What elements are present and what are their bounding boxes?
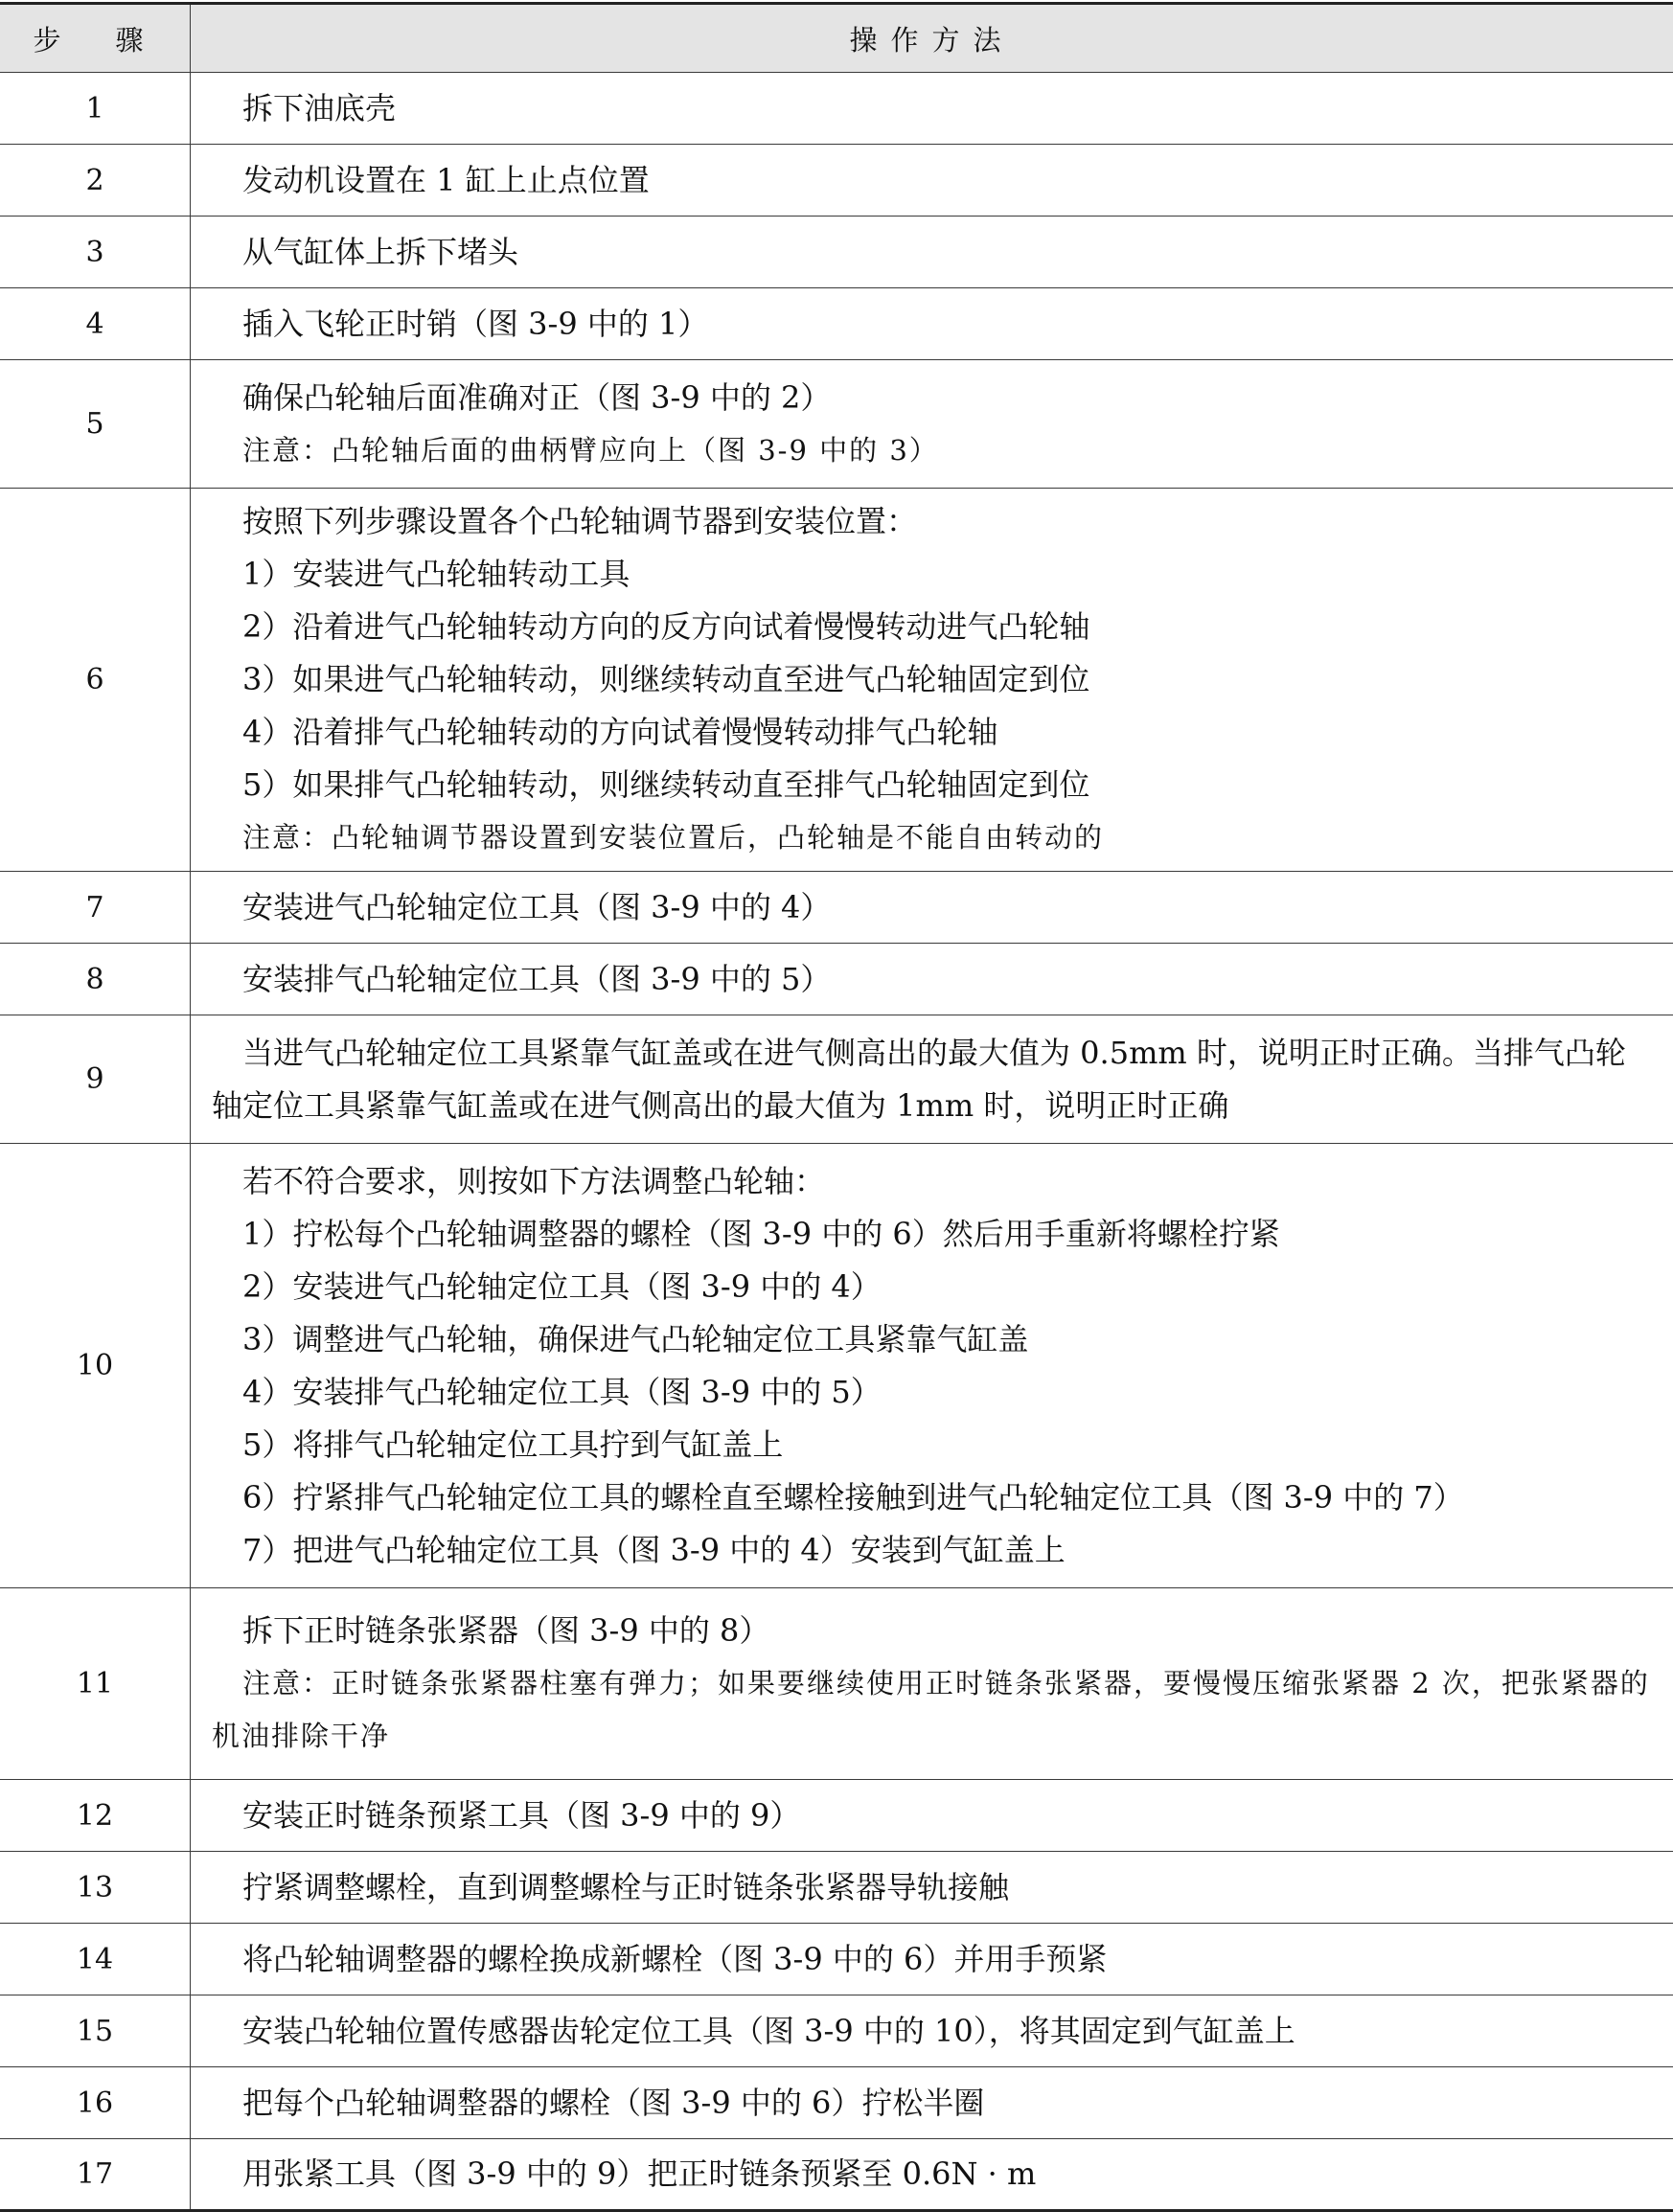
step-number: 12 bbox=[0, 1780, 191, 1852]
table-row bbox=[0, 1852, 1673, 1924]
method-cell bbox=[191, 1995, 1673, 2067]
step-number: 17 bbox=[0, 2139, 191, 2211]
method-line: 用张紧工具（图 3-9 中的 9）把正时链条预紧至 0.6N · m bbox=[212, 2148, 1652, 2201]
step-number: 6 bbox=[0, 489, 191, 872]
method-line: 5）将排气凸轮轴定位工具拧到气缸盖上 bbox=[212, 1419, 1652, 1471]
method-cell bbox=[191, 2139, 1673, 2211]
table-body bbox=[0, 73, 1673, 2211]
method-note: 注意：凸轮轴调节器设置到安装位置后，凸轮轴是不能自由转动的 bbox=[212, 811, 1652, 864]
method-line: 拆下正时链条张紧器（图 3-9 中的 8） bbox=[212, 1605, 1652, 1657]
procedure-table bbox=[0, 2, 1673, 2212]
header-step: 步 骤 bbox=[0, 4, 191, 73]
method-cell bbox=[191, 944, 1673, 1015]
step-number: 1 bbox=[0, 73, 191, 145]
method-line: 1）拧松每个凸轮轴调整器的螺栓（图 3-9 中的 6）然后用手重新将螺栓拧紧 bbox=[212, 1208, 1652, 1261]
method-line: 插入飞轮正时销（图 3-9 中的 1） bbox=[212, 298, 1652, 351]
method-line: 3）调整进气凸轮轴，确保进气凸轮轴定位工具紧靠气缸盖 bbox=[212, 1313, 1652, 1366]
method-line: 确保凸轮轴后面准确对正（图 3-9 中的 2） bbox=[212, 372, 1652, 424]
table-row bbox=[0, 1015, 1673, 1144]
method-line: 按照下列步骤设置各个凸轮轴调节器到安装位置： bbox=[212, 495, 1652, 548]
method-cell bbox=[191, 872, 1673, 944]
method-line: 拧紧调整螺栓，直到调整螺栓与正时链条张紧器导轨接触 bbox=[212, 1861, 1652, 1914]
step-number: 4 bbox=[0, 288, 191, 360]
method-cell bbox=[191, 1588, 1673, 1780]
method-line: 4）安装排气凸轮轴定位工具（图 3-9 中的 5） bbox=[212, 1366, 1652, 1419]
table-row bbox=[0, 1924, 1673, 1995]
method-note: 注意：凸轮轴后面的曲柄臂应向上（图 3-9 中的 3） bbox=[212, 424, 1652, 477]
method-cell bbox=[191, 489, 1673, 872]
table-row bbox=[0, 360, 1673, 489]
table-row bbox=[0, 1588, 1673, 1780]
method-cell bbox=[191, 1015, 1673, 1144]
step-number: 5 bbox=[0, 360, 191, 489]
table-row bbox=[0, 1144, 1673, 1588]
method-line: 安装排气凸轮轴定位工具（图 3-9 中的 5） bbox=[212, 953, 1652, 1006]
method-cell bbox=[191, 288, 1673, 360]
method-line: 拆下油底壳 bbox=[212, 82, 1652, 135]
method-line: 1）安装进气凸轮轴转动工具 bbox=[212, 548, 1652, 601]
step-number: 2 bbox=[0, 145, 191, 217]
method-cell bbox=[191, 2067, 1673, 2139]
step-number: 16 bbox=[0, 2067, 191, 2139]
step-number: 11 bbox=[0, 1588, 191, 1780]
table-header-row bbox=[0, 4, 1673, 73]
table-row bbox=[0, 2067, 1673, 2139]
step-number: 9 bbox=[0, 1015, 191, 1144]
header-method: 操作方法 bbox=[191, 4, 1673, 73]
method-line: 2）安装进气凸轮轴定位工具（图 3-9 中的 4） bbox=[212, 1261, 1652, 1313]
method-cell bbox=[191, 1924, 1673, 1995]
method-line: 把每个凸轮轴调整器的螺栓（图 3-9 中的 6）拧松半圈 bbox=[212, 2077, 1652, 2130]
method-line: 2）沿着进气凸轮轴转动方向的反方向试着慢慢转动进气凸轮轴 bbox=[212, 601, 1652, 653]
table-row bbox=[0, 489, 1673, 872]
table-row bbox=[0, 145, 1673, 217]
method-line: 从气缸体上拆下堵头 bbox=[212, 226, 1652, 279]
method-line: 当进气凸轮轴定位工具紧靠气缸盖或在进气侧高出的最大值为 0.5mm 时，说明正时正确。当排气凸轮轴定位工具紧靠气缸盖或在进气侧高出的最大值为 1mm 时，说明正时正确 bbox=[212, 1027, 1652, 1132]
method-note: 注意：正时链条张紧器柱塞有弹力；如果要继续使用正时链条张紧器，要慢慢压缩张紧器 2 次，把张紧器的机油排除干净 bbox=[212, 1657, 1652, 1763]
step-number: 3 bbox=[0, 217, 191, 288]
step-number: 8 bbox=[0, 944, 191, 1015]
method-cell bbox=[191, 1780, 1673, 1852]
step-number: 14 bbox=[0, 1924, 191, 1995]
table-row bbox=[0, 1995, 1673, 2067]
method-cell bbox=[191, 1852, 1673, 1924]
method-line: 4）沿着排气凸轮轴转动的方向试着慢慢转动排气凸轮轴 bbox=[212, 706, 1652, 759]
table-row bbox=[0, 1780, 1673, 1852]
method-cell bbox=[191, 73, 1673, 145]
method-line: 若不符合要求，则按如下方法调整凸轮轴： bbox=[212, 1155, 1652, 1208]
table-row bbox=[0, 217, 1673, 288]
table-row bbox=[0, 288, 1673, 360]
table-row bbox=[0, 73, 1673, 145]
method-line: 5）如果排气凸轮轴转动，则继续转动直至排气凸轮轴固定到位 bbox=[212, 759, 1652, 811]
method-line: 安装凸轮轴位置传感器齿轮定位工具（图 3-9 中的 10），将其固定到气缸盖上 bbox=[212, 2005, 1652, 2058]
method-line: 安装正时链条预紧工具（图 3-9 中的 9） bbox=[212, 1790, 1652, 1842]
step-number: 10 bbox=[0, 1144, 191, 1588]
method-line: 7）把进气凸轮轴定位工具（图 3-9 中的 4）安装到气缸盖上 bbox=[212, 1524, 1652, 1577]
method-line: 将凸轮轴调整器的螺栓换成新螺栓（图 3-9 中的 6）并用手预紧 bbox=[212, 1933, 1652, 1986]
method-line: 安装进气凸轮轴定位工具（图 3-9 中的 4） bbox=[212, 881, 1652, 934]
method-cell bbox=[191, 217, 1673, 288]
method-line: 发动机设置在 1 缸上止点位置 bbox=[212, 154, 1652, 207]
method-cell bbox=[191, 1144, 1673, 1588]
method-cell bbox=[191, 360, 1673, 489]
method-line: 3）如果进气凸轮轴转动，则继续转动直至进气凸轮轴固定到位 bbox=[212, 653, 1652, 706]
table-row bbox=[0, 2139, 1673, 2211]
method-line: 6）拧紧排气凸轮轴定位工具的螺栓直至螺栓接触到进气凸轮轴定位工具（图 3-9 中的 7） bbox=[212, 1471, 1652, 1524]
step-number: 15 bbox=[0, 1995, 191, 2067]
table-row bbox=[0, 872, 1673, 944]
step-number: 7 bbox=[0, 872, 191, 944]
method-cell bbox=[191, 145, 1673, 217]
step-number: 13 bbox=[0, 1852, 191, 1924]
table-row bbox=[0, 944, 1673, 1015]
